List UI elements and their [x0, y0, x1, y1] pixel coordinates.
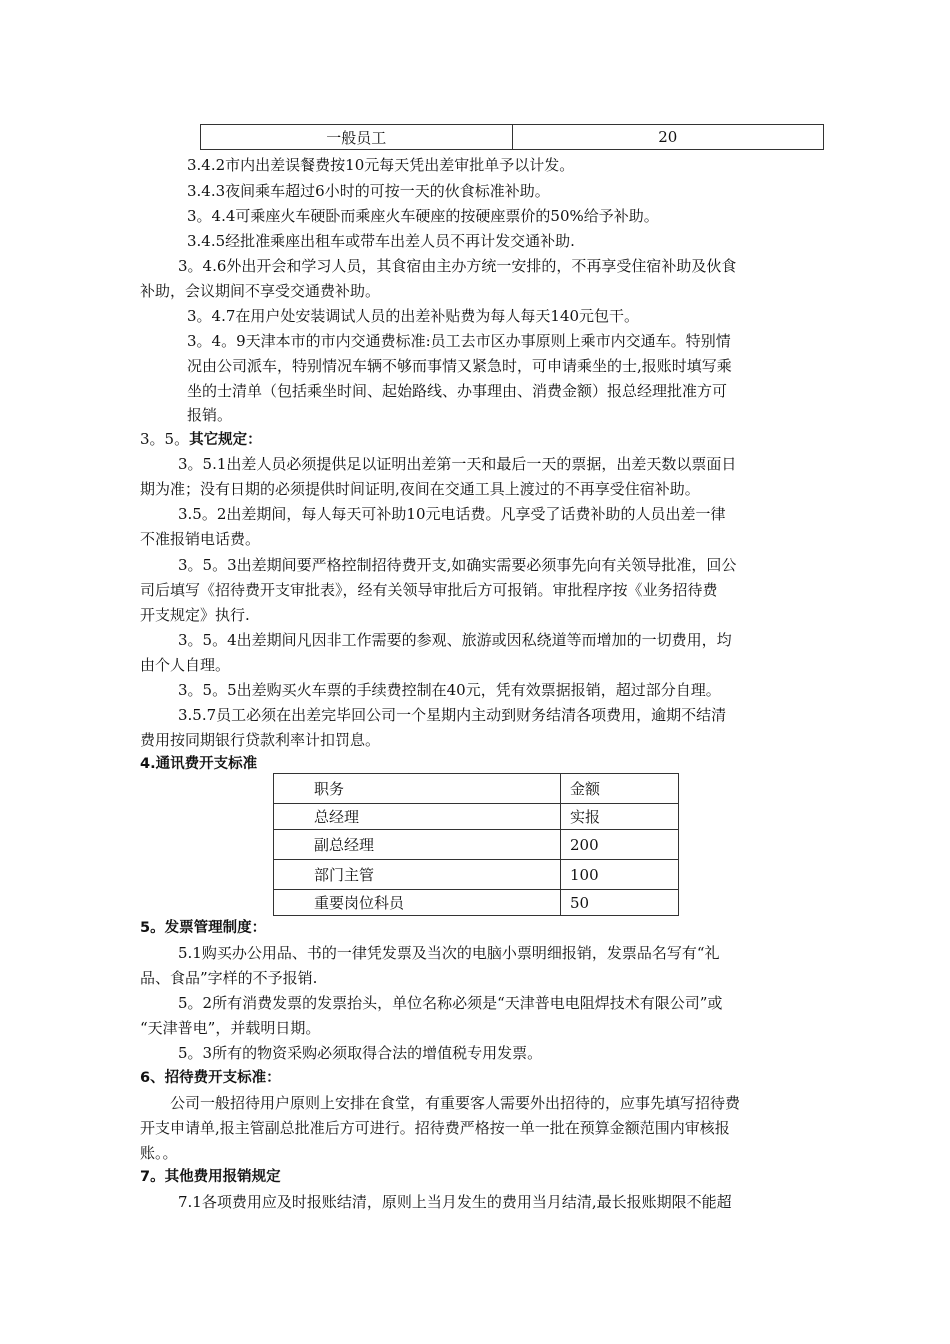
section-heading-3-5	[140, 429, 262, 450]
paragraph-line: 3。5。4出差期间凡因非工作需要的参观、旅游或因私绕道等而增加的一切费用，均	[178, 631, 732, 649]
paragraph-line: 3。4.7在用户处安装调试人员的出差补贴费为每人每天140元包干。	[187, 307, 640, 325]
table-header-row	[274, 774, 679, 804]
section-heading-7: 7。其他费用报销规定	[140, 1169, 281, 1185]
paragraph-line: 由个人自理。	[140, 656, 231, 674]
paragraph-line: 开支申请单,报主管副总批准后方可进行。招待费严格按一单一批在预算金额范围内审核报	[140, 1119, 730, 1137]
section-title: 其它规定：	[189, 432, 262, 448]
table-cell: 200	[561, 830, 679, 860]
table-cell: 总经理	[274, 804, 561, 830]
paragraph-line: 3.4.2市内出差误餐费按10元每天凭出差审批单予以计发。	[187, 156, 575, 174]
table-cell: 副总经理	[274, 830, 561, 860]
table-cell: 部门主管	[274, 860, 561, 890]
table-cell-role: 一般员工	[201, 125, 513, 150]
table-row	[201, 125, 824, 150]
table-cell: 100	[561, 860, 679, 890]
table-row	[274, 804, 679, 830]
paragraph-line: 3.4.3夜间乘车超过6小时的可按一天的伙食标准补助。	[187, 182, 550, 200]
paragraph-line: “天津普电”，并载明日期。	[140, 1019, 321, 1037]
table-header-cell: 金额	[561, 774, 679, 804]
paragraph-line: 5。2所有消费发票的发票抬头，单位名称必须是“天津普电电阻焊技术有限公司”或	[178, 994, 723, 1012]
paragraph-line: 司后填写《招待费开支审批表》，经有关领导审批后方可报销。审批程序按《业务招待费	[140, 581, 718, 599]
table-row	[274, 860, 679, 890]
paragraph-line: 3.4.5经批准乘座出租车或带车出差人员不再计发交通补助.	[187, 232, 575, 250]
paragraph-line: 补助，会议期间不享受交通费补助。	[140, 282, 381, 300]
paragraph-line: 账。。	[140, 1144, 178, 1162]
section-heading-6: 6、招待费开支标准：	[140, 1070, 281, 1086]
section-number: 3。5。	[140, 430, 190, 448]
table-cell: 实报	[561, 804, 679, 830]
paragraph-line: 3。5。3出差期间要严格控制招待费开支,如确实需要必须事先向有关领导批准，回公	[178, 556, 737, 574]
paragraph-line: 费用按同期银行贷款利率计扣罚息。	[140, 731, 381, 749]
paragraph-line: 开支规定》执行.	[140, 606, 250, 624]
paragraph-line: 3。4.6外出开会和学习人员，其食宿由主办方统一安排的，不再享受住宿补助及伙食	[178, 257, 737, 275]
table-cell-amount: 20	[512, 125, 824, 150]
table-row	[274, 830, 679, 860]
paragraph-line: 3.5。2出差期间，每人每天可补助10元电话费。凡享受了话费补助的人员出差一律	[178, 505, 726, 523]
paragraph-line: 5。3所有的物资采购必须取得合法的增值税专用发票。	[178, 1044, 543, 1062]
paragraph-line: 报销。	[187, 406, 233, 424]
paragraph-line: 期为准；没有日期的必须提供时间证明,夜间在交通工具上渡过的不再享受住宿补助。	[140, 480, 700, 498]
paragraph-line: 品、食品”字样的不予报销.	[140, 969, 318, 987]
communication-fee-table	[273, 773, 679, 916]
table-row	[274, 890, 679, 916]
section-heading-4: 4.通讯费开支标准	[140, 756, 258, 772]
table-cell: 50	[561, 890, 679, 916]
paragraph-line: 坐的士清单（包括乘坐时间、起始路线、办事理由、消费金额）报总经理批准方可	[187, 382, 728, 400]
paragraph-line: 3.5.7员工必须在出差完毕回公司一个星期内主动到财务结清各项费用，逾期不结清	[178, 706, 727, 724]
paragraph-line: 3。4.4可乘座火车硬卧而乘座火车硬座的按硬座票价的50%给予补助。	[187, 207, 659, 225]
table-header-cell: 职务	[274, 774, 561, 804]
paragraph-line: 况由公司派车，特别情况车辆不够而事情又紧急时，可申请乘坐的士,报账时填写乘	[187, 357, 732, 375]
paragraph-line: 不准报销电话费。	[140, 530, 261, 548]
paragraph-line: 公司一般招待用户原则上安排在食堂，有重要客人需要外出招待的，应事先填写招待费	[170, 1094, 741, 1112]
paragraph-line: 7.1各项费用应及时报账结清，原则上当月发生的费用当月结清,最长报账期限不能超	[178, 1193, 732, 1211]
paragraph-line: 5.1购买办公用品、书的一律凭发票及当次的电脑小票明细报销，发票品名写有“礼	[178, 944, 720, 962]
allowance-table	[200, 124, 824, 150]
paragraph-line: 3。4。9天津本市的市内交通费标准:员工去市区办事原则上乘市内交通车。特别情	[187, 332, 731, 350]
section-heading-5: 5。发票管理制度：	[140, 920, 267, 936]
paragraph-line: 3。5.1出差人员必须提供足以证明出差第一天和最后一天的票据，出差天数以票面日	[178, 455, 737, 473]
table-cell: 重要岗位科员	[274, 890, 561, 916]
paragraph-line: 3。5。5出差购买火车票的手续费控制在40元，凭有效票据报销，超过部分自理。	[178, 681, 721, 699]
